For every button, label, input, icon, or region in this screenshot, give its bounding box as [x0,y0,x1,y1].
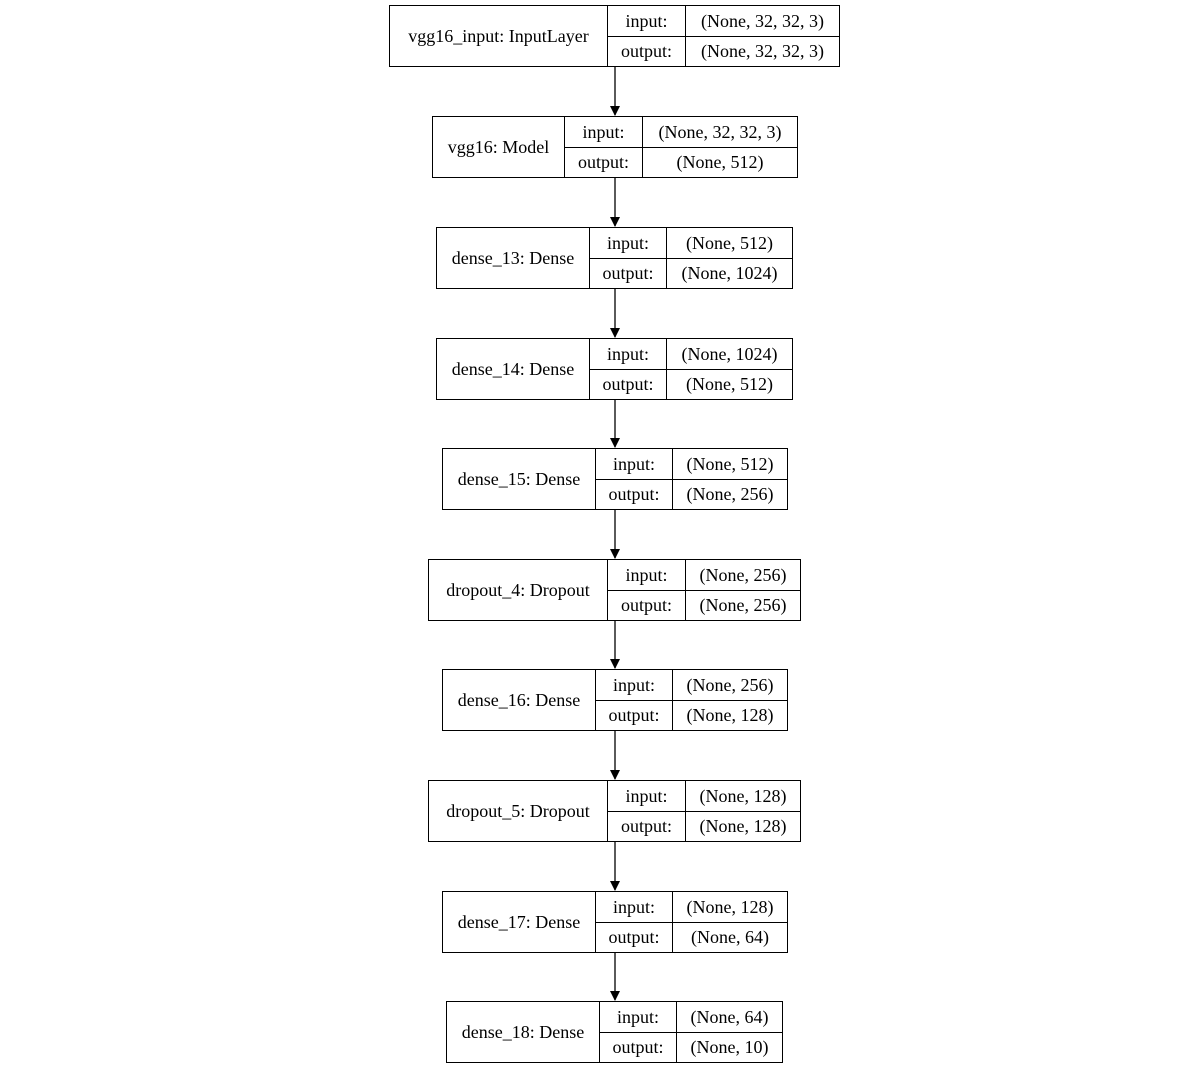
input-label: input: [596,449,672,480]
layer-node-vgg16-input [389,5,840,67]
output-label: output: [620,595,672,616]
input-shape: (None, 512) [667,228,792,259]
output-shape: (None, 10) [690,1037,769,1058]
output-label: output: [620,816,672,837]
input-shape: (None, 256) [686,560,800,591]
output-label: output: [612,1037,664,1058]
layer-node-dropout-5 [428,780,801,842]
input-label: input: [565,117,642,148]
layer-name: dense_15: Dense [443,449,596,509]
layer-node-dense-15 [442,448,788,510]
layer-name: vgg16: Model [433,117,565,177]
input-shape: (None, 1024) [667,339,792,370]
layer-node-dense-18 [446,1001,783,1063]
layer-name: dense_17: Dense [443,892,596,952]
output-shape: (None, 64) [691,927,769,948]
input-shape: (None, 64) [677,1002,782,1033]
layer-node-dense-16 [442,669,788,731]
input-shape: (None, 128) [686,781,800,812]
input-shape: (None, 256) [673,670,787,701]
output-label: output: [608,927,660,948]
output-shape: (None, 256) [699,595,787,616]
output-shape: (None, 128) [686,705,774,726]
input-shape: (None, 128) [673,892,787,923]
output-label: output: [602,263,654,284]
output-shape: (None, 1024) [681,263,778,284]
layer-name: dense_13: Dense [437,228,590,288]
layer-node-dense-13 [436,227,793,289]
layer-name: dense_16: Dense [443,670,596,730]
input-label: input: [596,670,672,701]
output-label: output: [577,152,629,173]
output-shape: (None, 32, 32, 3) [701,41,824,62]
input-shape: (None, 512) [673,449,787,480]
output-label: output: [608,705,660,726]
output-label: output: [602,374,654,395]
input-label: input: [608,781,685,812]
layer-name: dense_18: Dense [447,1002,600,1062]
input-shape: (None, 32, 32, 3) [686,6,839,37]
layer-node-dense-17 [442,891,788,953]
input-label: input: [608,560,685,591]
layer-name: dropout_5: Dropout [429,781,608,841]
input-label: input: [608,6,685,37]
input-shape: (None, 32, 32, 3) [643,117,797,148]
output-label: output: [620,41,672,62]
output-shape: (None, 512) [686,374,773,395]
input-label: input: [590,339,666,370]
output-shape: (None, 512) [676,152,764,173]
layer-name: dense_14: Dense [437,339,590,399]
output-label: output: [608,484,660,505]
input-label: input: [600,1002,676,1033]
layer-node-vgg16 [432,116,798,178]
input-label: input: [590,228,666,259]
layer-node-dropout-4 [428,559,801,621]
layer-name: dropout_4: Dropout [429,560,608,620]
layer-name: vgg16_input: InputLayer [390,6,608,66]
output-shape: (None, 256) [686,484,774,505]
layer-node-dense-14 [436,338,793,400]
output-shape: (None, 128) [699,816,787,837]
input-label: input: [596,892,672,923]
